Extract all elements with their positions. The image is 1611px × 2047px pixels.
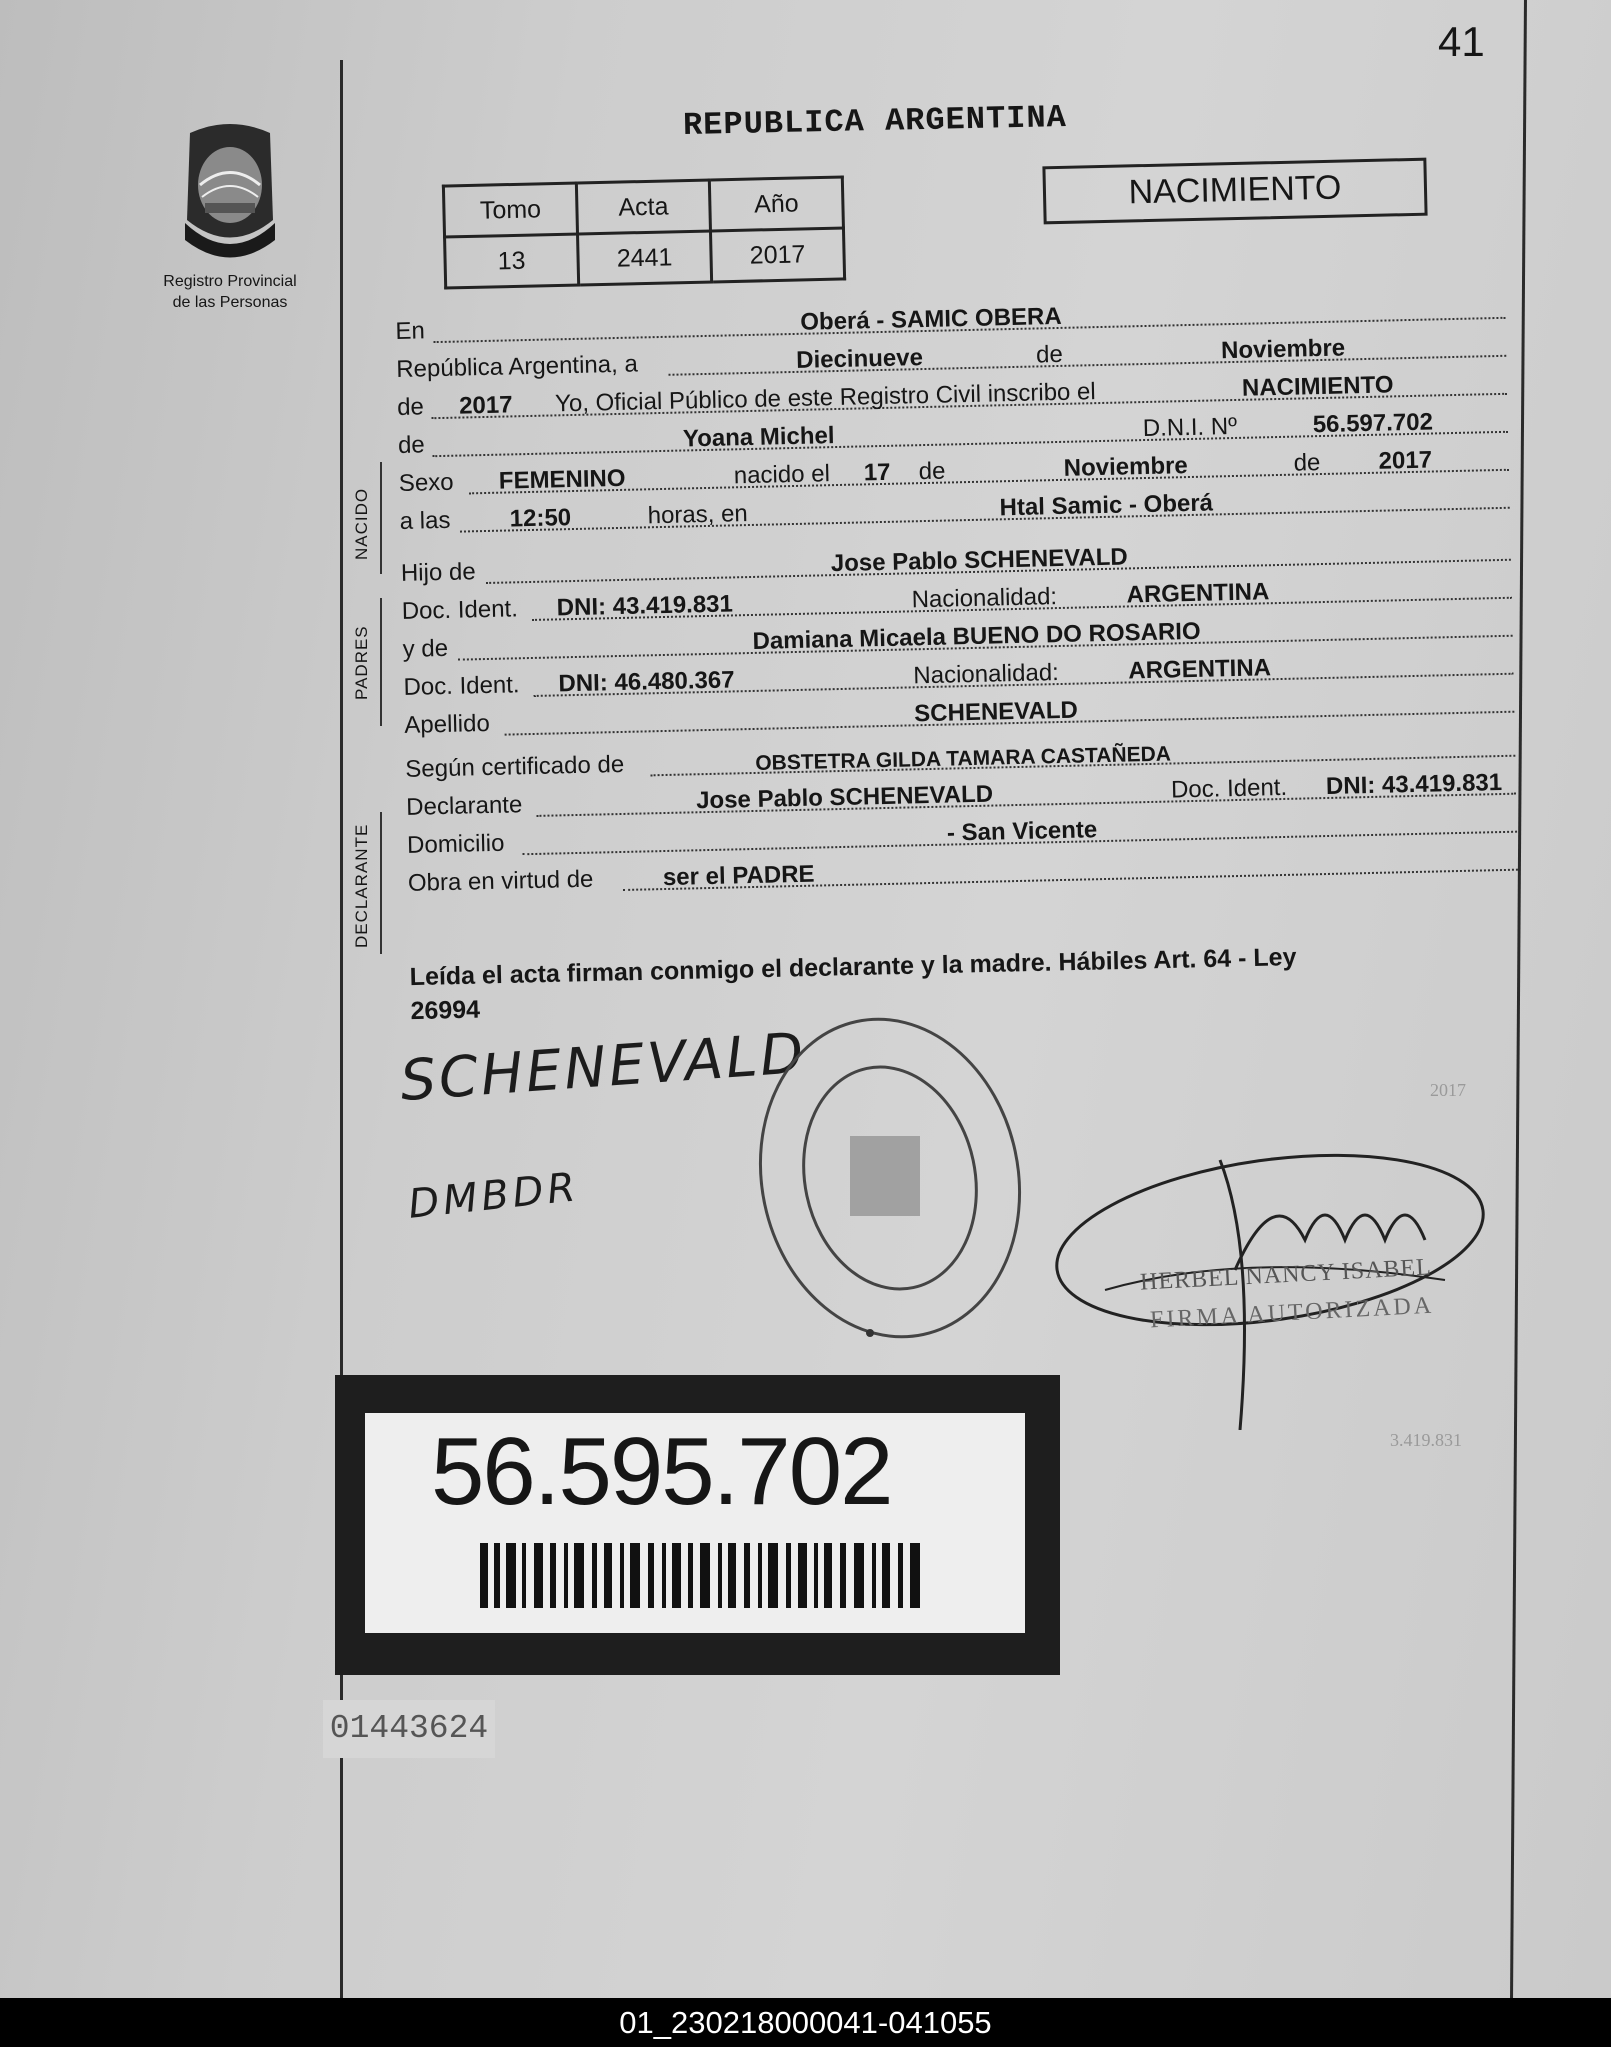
label-de-name: de [397,431,426,459]
value-mother-name: Damiana Micaela BUENO DO ROSARIO [752,617,1201,655]
label-a-las: a las [399,506,451,535]
label-obra: Obra en virtud de [407,865,594,897]
handwritten-signature-schenevald: SCHENEVALD [398,1020,809,1115]
faint-mark-year: 2017 [1430,1080,1466,1100]
padres-section-bar [380,598,382,726]
value-mother-nat: ARGENTINA [1128,654,1272,685]
label-domicilio: Domicilio [406,829,505,859]
label-de-byear: de [1293,449,1321,477]
label-nacido: nacido el [733,460,831,490]
value-mother-doc: DNI: 46.480.367 [558,666,735,698]
logo-caption-line2: de las Personas [172,294,288,311]
value-declarante: Jose Pablo SCHENEVALD [695,780,994,815]
right-margin-line [1510,0,1527,1998]
value-obra: ser el PADRE [662,860,815,892]
value-sexo: FEMENINO [498,464,626,495]
value-birth-month: Noviembre [1063,452,1189,482]
serial-number: 01443624 [323,1700,495,1758]
closing-note-line1: Leída el acta firman conmigo el declarante y la madre. Hábiles Art. 64 - Ley [409,943,1297,992]
authorized-signature-stamp: FIRMA AUTORIZADA [1149,1292,1435,1334]
section-label-padres: PADRES [352,625,371,700]
scan-footer-id: 01_230218000041-041055 [0,1998,1611,2047]
label-doc-father: Doc. Ident. [401,595,519,625]
value-dni: 56.597.702 [1312,408,1434,439]
barcode-number: 56.595.702 [431,1418,892,1525]
value-father-nat: ARGENTINA [1126,578,1270,609]
label-nat-mother: Nacionalidad: [913,659,1060,690]
value-month: Noviembre [1220,334,1346,365]
registry-logo [150,115,310,312]
authorized-name-stamp: HERBEL NANCY ISABEL [1139,1254,1433,1296]
label-de-year: de [396,393,425,421]
value-hour: 12:50 [509,504,572,533]
label-en: En [395,317,426,345]
faint-mark-doc: 3.419.831 [1390,1430,1462,1450]
value-declarante-doc: DNI: 43.419.831 [1325,769,1503,800]
declarante-section-bar [380,812,382,954]
value-apellido: SCHENEVALD [913,696,1079,728]
barcode-inner-panel [365,1413,1025,1633]
closing-note-line2: 26994 [410,995,481,1026]
label-de-month: de [1035,340,1064,369]
label-dni: D.N.I. Nº [1142,412,1238,443]
value-domicilio: - San Vicente [946,816,1098,847]
label-sexo: Sexo [398,468,454,497]
label-apellido: Apellido [404,709,491,739]
value-name: Yoana Michel [682,422,835,453]
label-de-bmonth: de [918,457,946,486]
barcode-icon [480,1543,920,1608]
ref-header-anio: Año [709,177,843,231]
handwritten-initials: DMBDR [406,1164,582,1228]
label-y-de: y de [402,634,449,663]
value-father-doc: DNI: 43.419.831 [556,590,734,622]
ref-header-tomo: Tomo [443,183,577,237]
label-republica: República Argentina, a [395,350,639,383]
document-title: REPUBLICA ARGENTINA [682,98,1068,145]
label-doc-declarante: Doc. Ident. [1170,773,1288,804]
label-certificado: Según certificado de [405,750,625,783]
ref-value-tomo: 13 [445,234,579,288]
label-horas: horas, en [647,500,749,530]
birth-record-form [395,287,1518,902]
registry-round-stamp-icon [750,1008,1025,1348]
value-birth-day: 17 [863,458,891,487]
value-inscribe: NACIMIENTO [1241,371,1394,402]
label-declarante: Declarante [405,791,523,821]
label-doc-mother: Doc. Ident. [403,671,520,701]
label-nat-father: Nacionalidad: [911,583,1058,614]
ref-value-acta: 2441 [578,231,712,285]
reference-table [442,175,846,289]
value-day: Diecinueve [795,344,924,374]
record-type-box: NACIMIENTO [1042,158,1427,225]
section-label-nacido: NACIDO [352,487,371,560]
value-en: Oberá - SAMIC OBERA [800,302,1062,336]
value-year: 2017 [458,391,513,420]
barcode-label [335,1375,1060,1675]
label-oficial: Yo, Oficial Público de este Registro Civil inscribo el [554,378,1096,418]
value-certificado: OBSTETRA GILDA TAMARA CASTAÑEDA [755,742,1172,775]
ref-value-anio: 2017 [710,228,844,282]
logo-caption-line1: Registro Provincial [163,273,297,290]
page-number: 41 [1438,18,1485,65]
nacido-section-bar [380,462,382,574]
ref-header-acta: Acta [576,180,710,234]
misiones-seal-icon [175,115,285,265]
section-label-declarante: DECLARANTE [352,823,371,948]
label-hijo: Hijo de [400,558,476,587]
value-place: Htal Samic - Oberá [999,489,1214,522]
value-birth-year: 2017 [1378,446,1433,475]
value-father-name: Jose Pablo SCHENEVALD [830,543,1129,578]
